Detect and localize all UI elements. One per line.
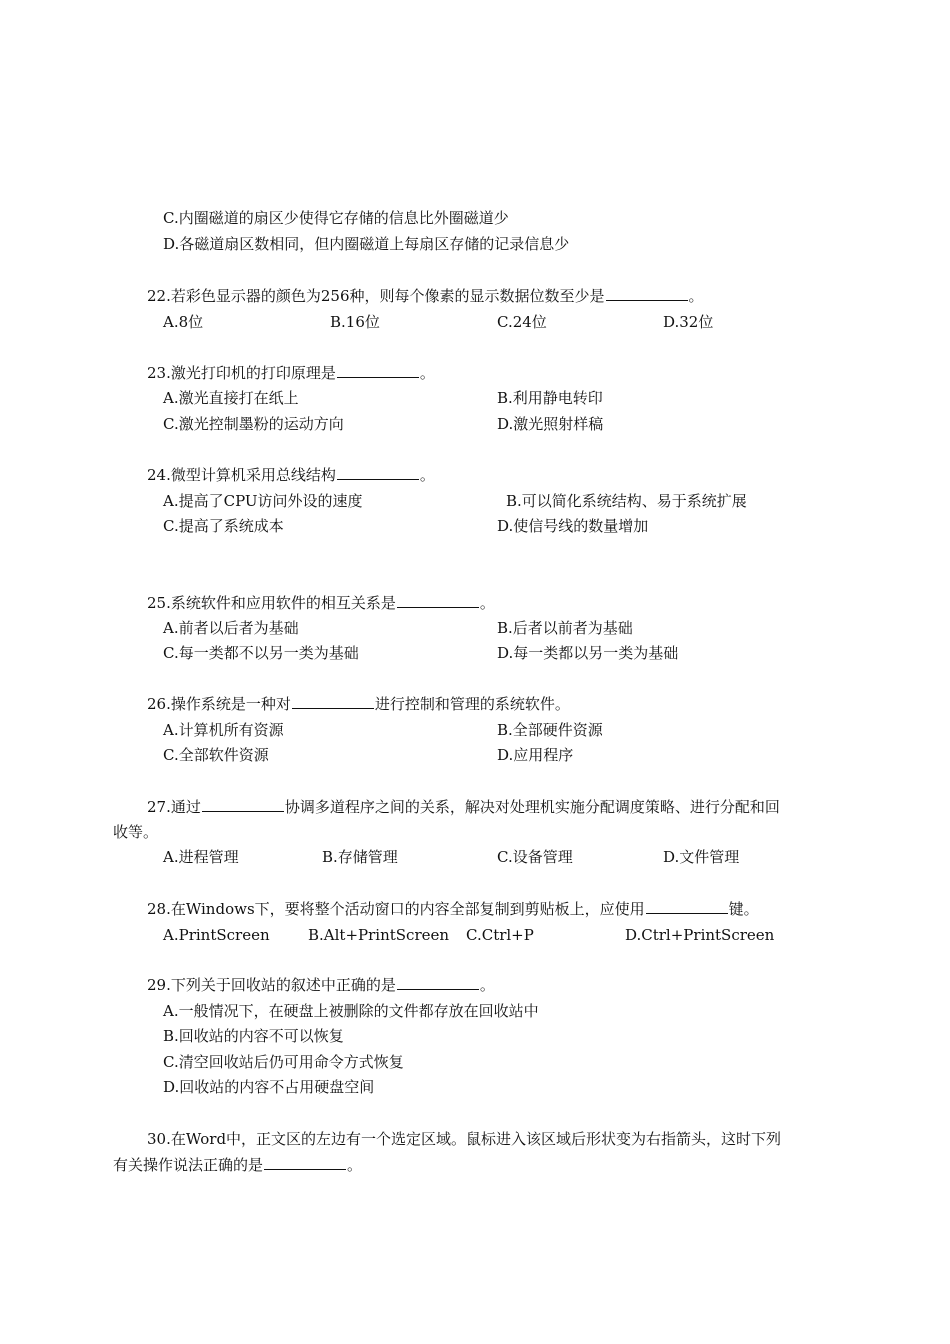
q25-option-b: B.后者以前者为基础 — [497, 619, 633, 637]
q28-option-a: A.PrintScreen — [163, 926, 270, 944]
q29-option-c: C.清空回收站后仍可用命令方式恢复 — [163, 1053, 404, 1071]
q22-stem: 22.若彩色显示器的颜色为256种，则每个像素的显示数据位数至少是 。 — [147, 287, 704, 305]
q22-option-b: B.16位 — [330, 313, 380, 331]
answer-blank — [264, 1155, 346, 1170]
q27-option-b: B.存储管理 — [322, 848, 398, 866]
q23-option-a: A.激光直接打在纸上 — [163, 389, 299, 407]
q25-stem: 25.系统软件和应用软件的相互关系是 。 — [147, 594, 495, 612]
q24-stem: 24.微型计算机采用总线结构 。 — [147, 466, 435, 484]
q25-option-a: A.前者以后者为基础 — [163, 619, 299, 637]
q28-option-b: B.Alt+PrintScreen — [308, 926, 450, 944]
q27-option-c: C.设备管理 — [497, 848, 573, 866]
answer-blank — [292, 694, 374, 709]
q29-option-d: D.回收站的内容不占用硬盘空间 — [163, 1078, 375, 1096]
q25-option-d: D.每一类都以另一类为基础 — [497, 644, 679, 662]
q26-option-c: C.全部软件资源 — [163, 746, 269, 764]
q26-option-b: B.全部硬件资源 — [497, 721, 603, 739]
q23-option-b: B.利用静电转印 — [497, 389, 603, 407]
q23-option-d: D.激光照射样稿 — [497, 415, 604, 433]
answer-blank — [646, 899, 728, 914]
q22-option-d: D.32位 — [663, 313, 714, 331]
q29-option-a: A.一般情况下，在硬盘上被删除的文件都存放在回收站中 — [163, 1002, 539, 1020]
answer-blank — [337, 465, 419, 480]
q23-option-c: C.激光控制墨粉的运动方向 — [163, 415, 344, 433]
q22-option-a: A.8位 — [163, 313, 204, 331]
q28-stem: 28.在Windows下，要将整个活动窗口的内容全部复制到剪贴板上，应使用 键。 — [147, 900, 759, 918]
q27-option-a: A.进程管理 — [163, 848, 239, 866]
q23-stem: 23.激光打印机的打印原理是 。 — [147, 364, 435, 382]
q30-stem-continued: 有关操作说法正确的是 。 — [113, 1156, 363, 1174]
q27-option-d: D.文件管理 — [663, 848, 740, 866]
q30-stem: 30.在Word中，正文区的左边有一个选定区域。鼠标进入该区域后形状变为右指箭头，这时下列 — [147, 1130, 782, 1148]
q29-option-b: B.回收站的内容不可以恢复 — [163, 1027, 344, 1045]
q26-option-d: D.应用程序 — [497, 746, 574, 764]
q28-option-c: C.Ctrl+P — [466, 926, 534, 944]
answer-blank — [397, 975, 479, 990]
q21-option-d: D.各磁道扇区数相同，但内圈磁道上每扇区存储的记录信息少 — [163, 235, 570, 253]
q27-stem-continued: 收等。 — [113, 823, 159, 841]
q22-option-c: C.24位 — [497, 313, 547, 331]
q28-option-d: D.Ctrl+PrintScreen — [625, 926, 775, 944]
q29-stem: 29.下列关于回收站的叙述中正确的是 。 — [147, 976, 495, 994]
q24-option-a: A.提高了CPU访问外设的速度 — [163, 492, 363, 510]
q24-option-b: B.可以简化系统结构、易于系统扩展 — [506, 492, 747, 510]
answer-blank — [606, 286, 688, 301]
q24-option-d: D.使信号线的数量增加 — [497, 517, 649, 535]
q27-stem: 27.通过 协调多道程序之间的关系，解决对处理机实施分配调度策略、进行分配和回 — [147, 798, 780, 816]
answer-blank — [337, 363, 419, 378]
q21-option-c: C.内圈磁道的扇区少使得它存储的信息比外圈磁道少 — [163, 209, 509, 227]
answer-blank — [397, 593, 479, 608]
q26-option-a: A.计算机所有资源 — [163, 721, 284, 739]
q24-option-c: C.提高了系统成本 — [163, 517, 284, 535]
q25-option-c: C.每一类都不以另一类为基础 — [163, 644, 359, 662]
answer-blank — [202, 797, 284, 812]
q26-stem: 26.操作系统是一种对 进行控制和管理的系统软件。 — [147, 695, 570, 713]
